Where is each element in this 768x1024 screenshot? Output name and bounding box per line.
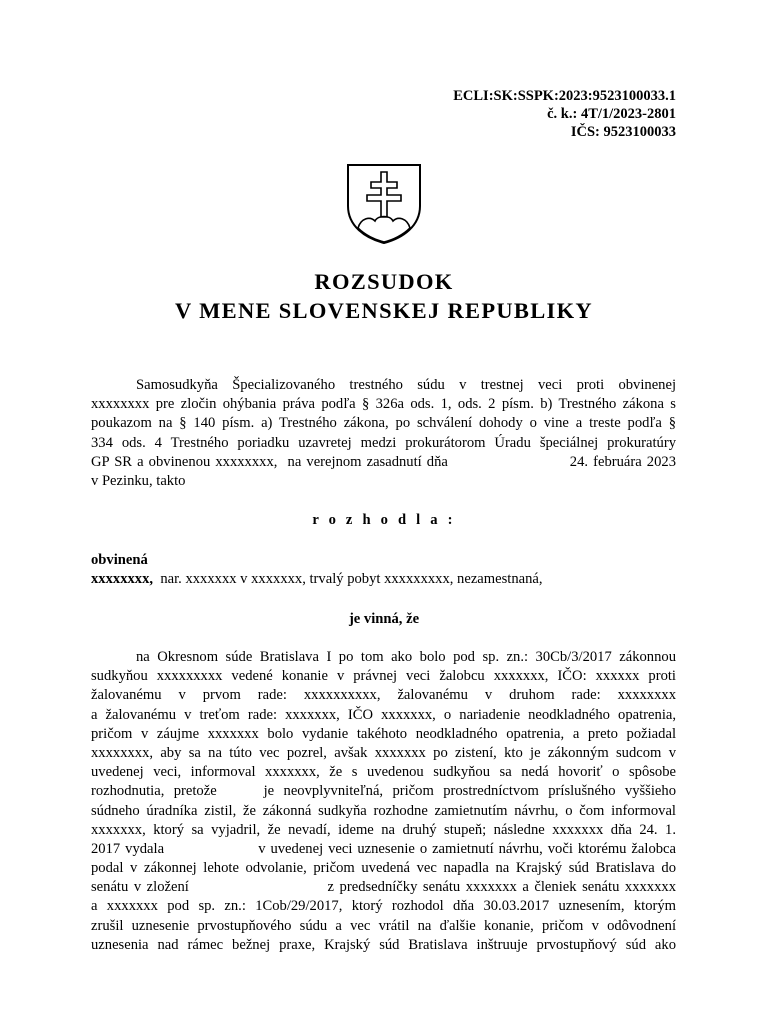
text-line: podal v zákonnej lehote odvolanie, pričom uvedená vec napadla na Krajský súd Bratislava do <box>91 860 676 877</box>
intro-paragraph <box>91 376 676 491</box>
text-line: 334 ods. 4 Trestného poriadku uzavretej medzi prokurátorom Úradu špeciálnej prokuratúry <box>91 434 676 451</box>
text-line: poukazom na § 140 písm. a) Trestného zákona, po schválení dohody o vine a treste podľa § <box>91 415 676 432</box>
text-line: 2017 vydala v uvedenej veci uznesenie o zamietnutí návrhu, voči ktorému žalobca <box>91 840 676 857</box>
text-line: a žalovanému v treťom rade: xxxxxxx, IČO xxxxxxx, o nariadenie neodkladného opatrenia, <box>91 706 676 723</box>
text-line: zrušil uznesenie prvostupňového súdu a vec vrátil na ďalšie konanie, pričom v odôvodnení <box>91 917 676 934</box>
verdict-paragraph <box>91 648 676 955</box>
case-number: č. k.: 4T/1/2023-2801 <box>547 106 676 122</box>
slovak-coat-of-arms-icon <box>345 162 423 246</box>
text-line: sudkyňou xxxxxxxxx vedené konanie v právnej veci žalobcu xxxxxxx, IČO: xxxxxx proti <box>91 668 676 685</box>
text-line: v Pezinku, takto <box>91 472 186 489</box>
accused-details: nar. xxxxxxx v xxxxxxx, trvalý pobyt xxxxxxxxx, nezamestnaná, <box>153 571 543 588</box>
text-line: uvedenej veci, informoval xxxxxxx, že s uvedenou sudkyňou sa nedá hovoriť o spôsobe <box>91 764 676 781</box>
accused-label: obvinená <box>91 552 148 568</box>
text-line: GP SR a obvinenou xxxxxxxx, na verejnom zasadnutí dňa 24. februára 2023 <box>91 453 676 470</box>
ics-number: IČS: 9523100033 <box>570 124 676 140</box>
accused-block <box>91 551 543 589</box>
verdict-heading: je vinná, že <box>348 611 420 627</box>
text-line: xxxxxxxx, aby sa na túto vec pozrel, avšak xxxxxxx po zistení, kto je zákonným sudcom v <box>91 744 676 761</box>
text-line: súdneho úradníka zistil, že zákonná sudkyňa rozhodne zamietnutím návrhu, o čom informoval <box>91 802 676 819</box>
text-line: xxxxxxxx pre zločin ohýbania práva podľa § 326a ods. 1, ods. 2 písm. b) Trestného zákona s <box>91 396 676 413</box>
case-identifiers <box>453 87 676 141</box>
text-line: Samosudkyňa Špecializovaného trestného súdu v trestnej veci proti obvinenej <box>136 377 676 393</box>
document-title: ROZSUDOK <box>314 269 454 294</box>
text-line: senátu v zložení z predsedníčky senátu xxxxxxx a členiek senátu xxxxxxx <box>91 879 676 896</box>
document-subtitle: V MENE SLOVENSKEJ REPUBLIKY <box>175 298 593 323</box>
text-line: pričom v záujme xxxxxxx bolo vydanie takéhoto neodkladného opatrenia, a preto požiadal <box>91 725 676 742</box>
decision-heading: r o z h o d l a : <box>312 512 456 528</box>
text-line: na Okresnom súde Bratislava I po tom ako bolo pod sp. zn.: 30Cb/3/2017 zákonnou <box>136 649 676 665</box>
text-line: rozhodnutia, pretože je neovplyvniteľná, pričom prostredníctvom príslušného vyššieho <box>91 783 676 800</box>
text-line: a xxxxxxx pod sp. zn.: 1Cob/29/2017, ktorý rozhodol dňa 30.03.2017 uznesením, ktorým <box>91 898 676 915</box>
text-line: xxxxxxx, ktorý sa vyjadril, že nevadí, ideme na druhý stupeň; následne xxxxxxx dňa 24. 1. <box>91 821 676 838</box>
text-line: žalovanému v prvom rade: xxxxxxxxxx, žalovanému v druhom rade: xxxxxxxx <box>91 687 676 704</box>
text-line: uznesenia nad rámec bežnej praxe, Krajský súd Bratislava inštruuje prvostupňový súd ako <box>91 936 676 953</box>
accused-name: xxxxxxxx, <box>91 571 154 588</box>
ecli-number: ECLI:SK:SSPK:2023:9523100033.1 <box>453 88 676 104</box>
